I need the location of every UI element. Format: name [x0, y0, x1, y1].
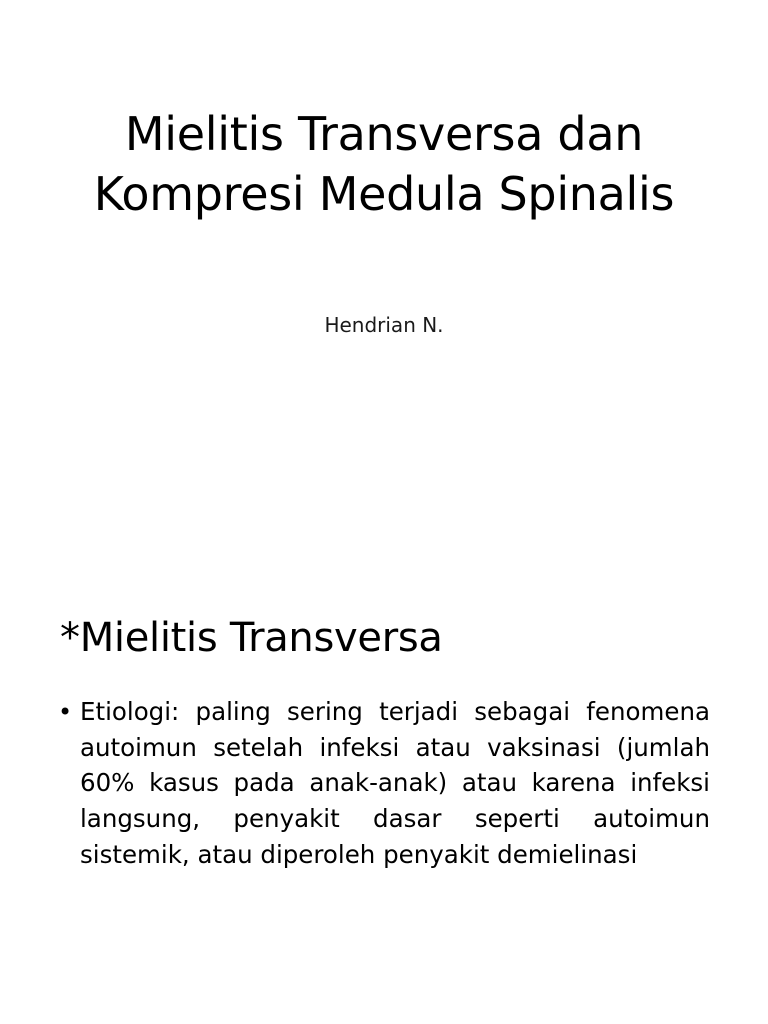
- content-slide: [0, 576, 768, 1024]
- presentation-title: Mielitis Transversa dan Kompresi Medula Spinalis: [93, 107, 675, 221]
- slide-heading: *Mielitis Transversa: [60, 615, 443, 661]
- bullet-list: [58, 694, 710, 873]
- bullet-icon: •: [58, 698, 73, 726]
- list-item: [58, 694, 710, 873]
- bullet-text: Etiologi: paling sering terjadi sebagai fenomena autoimun setelah infeksi atau vaksinasi (jumlah 60% kasus pada anak-anak) atau karena infeksi langsung, penyakit dasar seperti autoimun sistemik, atau diperoleh penyakit demielinasi: [80, 697, 710, 869]
- author-subtitle: Hendrian N.: [324, 313, 444, 337]
